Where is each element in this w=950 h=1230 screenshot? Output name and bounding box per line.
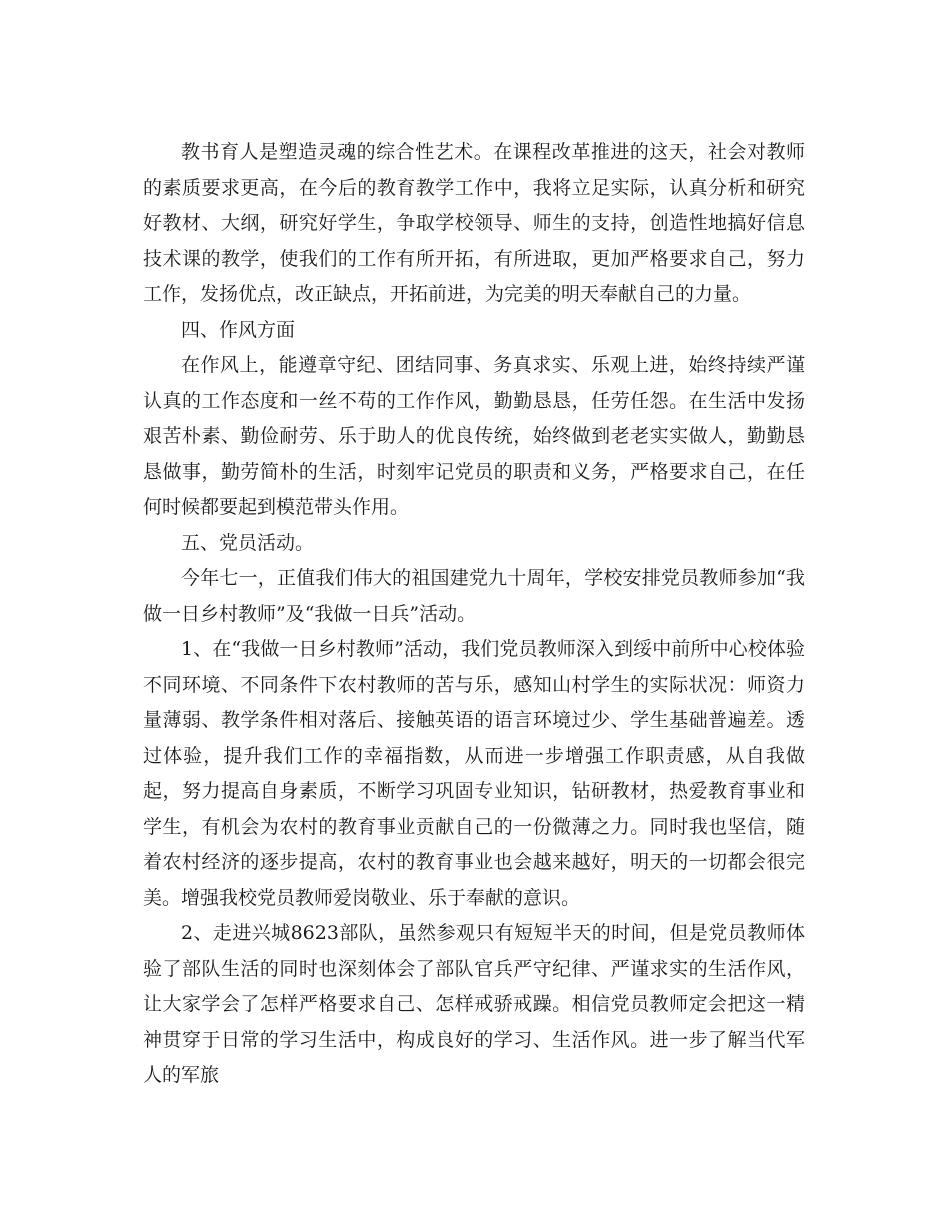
heading-party-activities: 五、党员活动。 (181, 531, 315, 554)
heading-work-style: 四、作风方面 (181, 318, 296, 341)
document-body (143, 135, 805, 1094)
paragraph-rural-teacher: 1、在“我做一日乡村教师”活动，我们党员教师深入到绥中前所中心校体验不同环境、不同条件下农村教师的苦与乐，感知山村学生的实际状况：师资力量薄弱、教学条件相对落后、接触英语的语言环境过少、学生基础普遍差。透过体验，提升我们工作的幸福指数，从而进一步增强工作职责感，从自我做起，努力提高自身素质，不断学习巩固专业知识，钻研教材，热爱教育事业和学生，有机会为农村的教育事业贡献自己的一份微薄之力。同时我也坚信，随着农村经济的逐步提高，农村的教育事业也会越来越好，明天的一切都会很完美。增强我校党员教师爱岗敬业、乐于奉献的意识。 (143, 638, 805, 909)
paragraph-army-visit: 2、走进兴城8623部队，虽然参观只有短短半天的时间，但是党员教师体验了部队生活的同时也深刻体会了部队官兵严守纪律、严谨求实的生活作风，让大家学会了怎样严格要求自己、怎样戒骄戒躁。相信党员教师定会把这一精神贯穿于日常的学习生活中，构成良好的学习、生活作风。进一步了解当代军人的军旅 (143, 922, 805, 1086)
paragraph-work-style: 在作风上，能遵章守纪、团结同事、务真求实、乐观上进，始终持续严谨认真的工作态度和一丝不苟的工作作风，勤勤恳恳，任劳任怨。在生活中发扬艰苦朴素、勤俭耐劳、乐于助人的优良传统，始终做到老老实实做人，勤勤恳恳做事，勤劳简朴的生活，时刻牢记党员的职责和义务，严格要求自己，在任何时候都要起到模范带头作用。 (143, 354, 805, 518)
paragraph-july-first: 今年七一，正值我们伟大的祖国建党九十周年，学校安排党员教师参加“我做一日乡村教师”及“我做一日兵”活动。 (143, 567, 805, 625)
paragraph-teaching-art: 教书育人是塑造灵魂的综合性艺术。在课程改革推进的这天，社会对教师的素质要求更高，在今后的教育教学工作中，我将立足实际，认真分析和研究好教材、大纲，研究好学生，争取学校领导、师生的支持，创造性地搞好信息技术课的教学，使我们的工作有所开拓，有所进取，更加严格要求自己，努力工作，发扬优点，改正缺点，开拓前进，为完美的明天奉献自己的力量。 (143, 141, 805, 305)
